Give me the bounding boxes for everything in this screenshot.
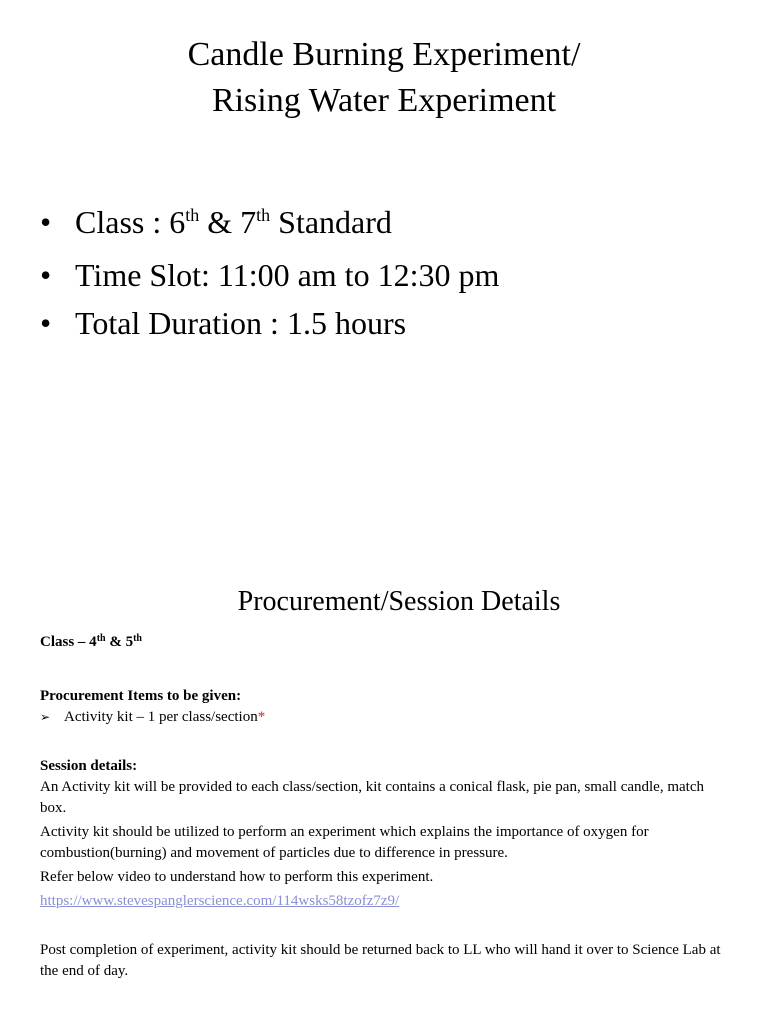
class-mid: & 7 <box>199 204 257 240</box>
details-bullet-list <box>40 198 499 347</box>
procurement-item-text: Activity kit – 1 per class/section <box>64 709 258 725</box>
class-suffix: Standard <box>270 204 392 240</box>
ordinal-suffix: th <box>185 205 200 225</box>
ordinal-suffix: th <box>96 633 106 644</box>
bullet-duration <box>40 299 499 347</box>
procurement-content <box>40 632 730 982</box>
ordinal-suffix: th <box>133 633 142 644</box>
video-link[interactable]: https://www.stevespanglerscience.com/114wsks58tzofz7z9/ <box>40 893 400 909</box>
class-line <box>40 632 730 654</box>
procurement-title: Procurement/Session Details <box>237 586 561 617</box>
slide-procurement-details <box>0 560 768 1024</box>
session-heading: Session details: <box>40 758 138 774</box>
time-slot-text: Time Slot: 11:00 am to 12:30 pm <box>75 257 500 293</box>
arrow-bullet-icon: ➢ <box>40 710 51 724</box>
ordinal-suffix: th <box>256 205 271 225</box>
bullet-icon: • <box>40 257 52 293</box>
title-line-1: Candle Burning Experiment/ <box>187 36 581 73</box>
bullet-icon: • <box>40 305 52 341</box>
session-paragraph-2: Activity kit should be utilized to perform an experiment which explains the importance of oxygen for combustion(burning) and movement of particles due to difference in pressure. <box>40 824 649 861</box>
video-link-line <box>40 891 730 912</box>
class-prefix: Class – 4 <box>40 634 97 650</box>
class-mid: & 5 <box>105 634 134 650</box>
title-line-2: Rising Water Experiment <box>211 82 557 119</box>
session-paragraph-3: Refer below video to understand how to perform this experiment. <box>40 869 434 885</box>
session-paragraph-4: Post completion of experiment, activity kit should be returned back to LL who will hand it over to Science Lab at the end of day. <box>40 942 721 979</box>
class-prefix: Class : 6 <box>75 204 186 240</box>
bullet-icon: • <box>40 204 52 240</box>
required-asterisk: * <box>257 709 266 725</box>
session-paragraph-1: An Activity kit will be provided to each class/section, kit contains a conical flask, pie pan, small candle, match box. <box>40 779 704 816</box>
bullet-class <box>40 198 499 251</box>
procurement-item <box>40 707 730 728</box>
duration-text: Total Duration : 1.5 hours <box>75 305 407 341</box>
bullet-time-slot <box>40 251 499 299</box>
procurement-heading: Procurement Items to be given: <box>40 688 242 704</box>
slide-title <box>0 32 768 124</box>
